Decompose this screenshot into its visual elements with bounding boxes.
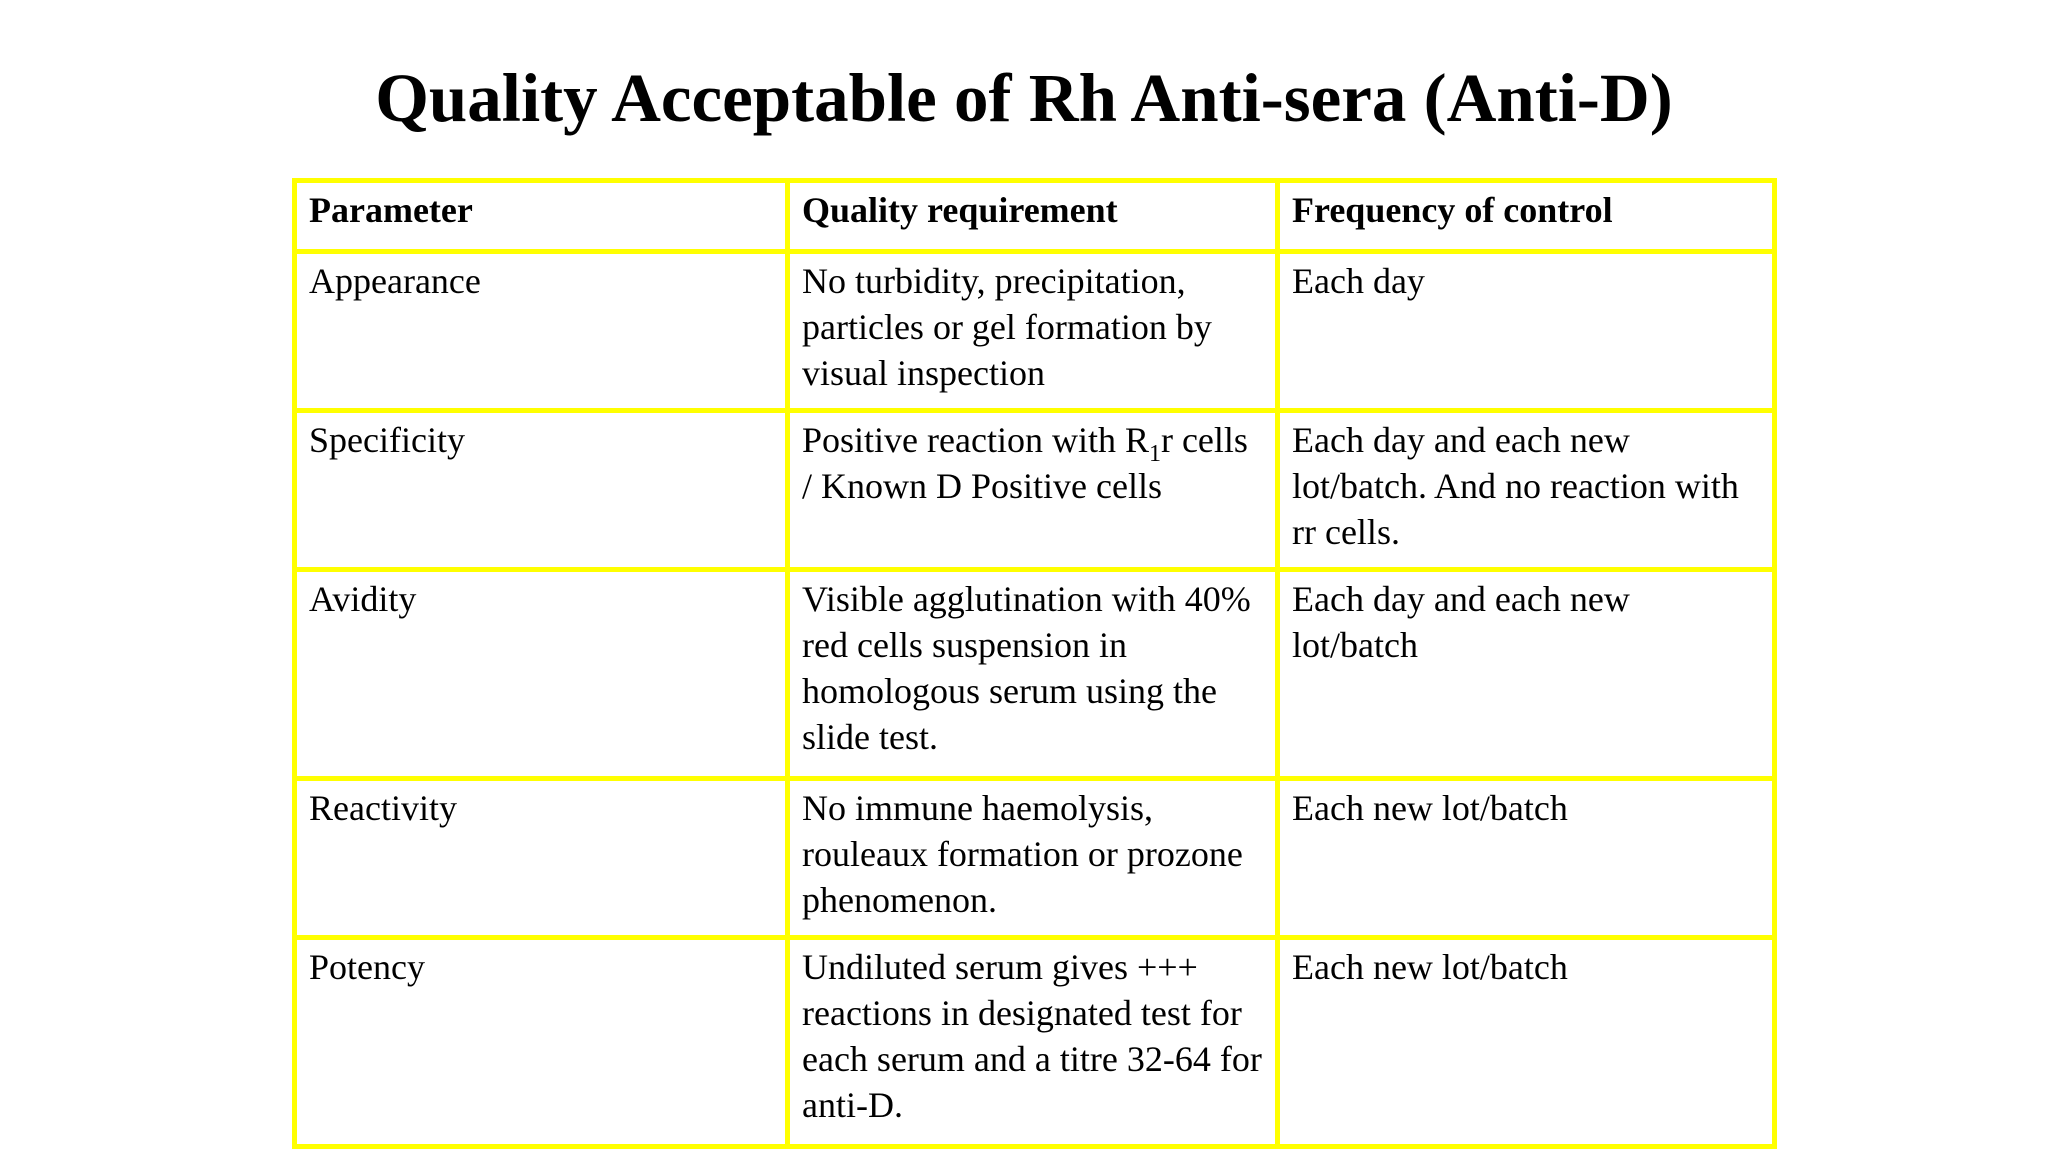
table-row (295, 938, 1775, 1147)
frequency-cell: Each day (1278, 252, 1775, 411)
table-row (295, 411, 1775, 570)
subscript-one: 1 (1148, 441, 1161, 467)
table-row (295, 252, 1775, 411)
parameter-cell: Avidity (295, 570, 788, 779)
parameter-cell: Appearance (295, 252, 788, 411)
page-title: Quality Acceptable of Rh Anti-sera (Anti-D) (375, 60, 1673, 136)
requirement-text-start: Positive reaction with R (802, 420, 1149, 460)
table-row (295, 779, 1775, 938)
parameter-cell: Reactivity (295, 779, 788, 938)
requirement-cell: Visible agglutination with 40% red cells suspension in homologous serum using the slide test. (788, 570, 1278, 779)
table-row (295, 570, 1775, 779)
header-frequency-of-control: Frequency of control (1278, 181, 1775, 252)
requirement-cell (788, 411, 1278, 570)
requirement-cell: Undiluted serum gives +++ reactions in designated test for each serum and a titre 32-64 for anti-D. (788, 938, 1278, 1147)
header-parameter: Parameter (295, 181, 788, 252)
parameter-cell: Potency (295, 938, 788, 1147)
quality-control-table (292, 178, 1777, 1149)
header-quality-requirement: Quality requirement (788, 181, 1278, 252)
requirement-cell: No immune haemolysis, rouleaux formation or prozone phenomenon. (788, 779, 1278, 938)
frequency-cell: Each new lot/batch (1278, 779, 1775, 938)
frequency-cell: Each day and each new lot/batch. And no reaction with rr cells. (1278, 411, 1775, 570)
table-header-row (295, 181, 1775, 252)
parameter-cell: Specificity (295, 411, 788, 570)
frequency-cell: Each day and each new lot/batch (1278, 570, 1775, 779)
requirement-cell: No turbidity, precipitation, particles or gel formation by visual inspection (788, 252, 1278, 411)
requirement-text-end: r cells / Known D Positive cells (802, 420, 1248, 506)
frequency-cell: Each new lot/batch (1278, 938, 1775, 1147)
